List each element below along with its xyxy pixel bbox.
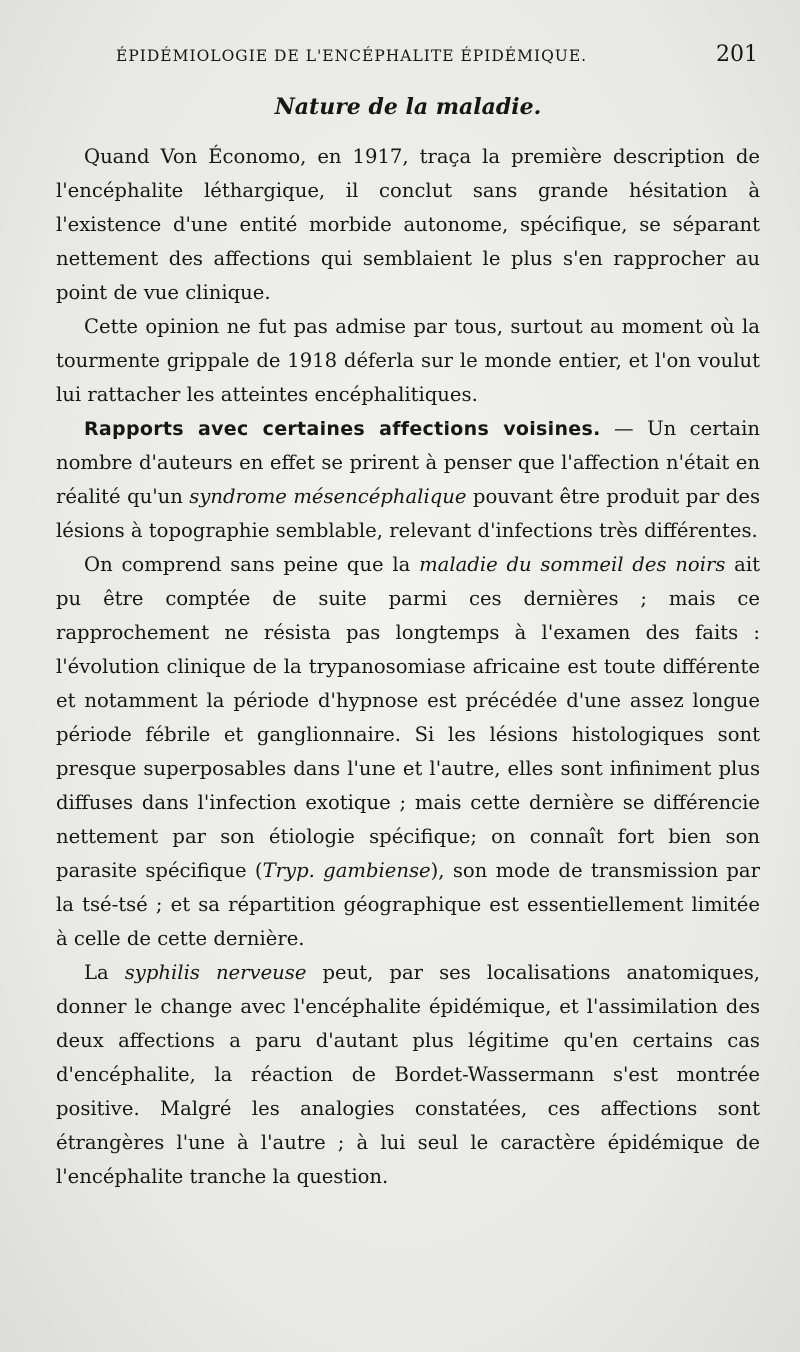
paragraph-3-text-2: pouvant être produit par des lésions à topographie semblable, relevant d'infections très différentes.: [56, 485, 760, 542]
paragraph-5-italic-1: syphilis nerveuse: [124, 961, 307, 984]
paragraph-4-text-1: On comprend sans peine que la: [84, 553, 420, 576]
section-title: Nature de la maladie.: [274, 94, 542, 120]
paragraph-5: [56, 956, 760, 1194]
paragraph-2: Cette opinion ne fut pas admise par tous, surtout au moment où la tourmente grippale de 1918 déferla sur le monde entier, et l'on voulut lui rattacher les atteintes encéphalitiques.: [56, 315, 760, 406]
running-title: ÉPIDÉMIOLOGIE DE L'ENCÉPHALITE ÉPIDÉMIQUE.: [116, 47, 588, 65]
paragraph-4-italic-1: maladie du sommeil des noirs: [419, 553, 726, 576]
paragraph-3-italic-1: syndrome mésencéphalique: [189, 485, 467, 508]
paragraph-4-text-3: ), son mode de transmission par la tsé-tsé ; et sa répartition géographique est essentiellement limitée à celle de cette dernière.: [56, 859, 760, 950]
paragraph-4-text-2: ait pu être comptée de suite parmi ces dernières ; mais ce rapprochement ne résista pas longtemps à l'examen des faits : l'évolution clinique de la trypanosomiase africaine est toute différente et notamment la période d'hypnose est précédée d'une assez longue période fébrile et ganglionnaire. Si les lésions histologiques sont presque superposables dans l'une et l'autre, elles sont infiniment plus diffuses dans l'infection exotique ; mais cette dernière se différencie nettement par son étiologie spécifique; on connaît fort bien son parasite spécifique (: [56, 553, 760, 882]
paragraph-5-text-2: peut, par ses localisations anatomiques, donner le change avec l'encéphalite épidémique, et l'assimilation des deux affections a paru d'autant plus légitime qu'en certains cas d'encéphalite, la réaction de Bordet-Wassermann s'est montrée positive. Malgré les analogies constatées, ces affections sont étrangères l'une à l'autre ; à lui seul le caractère épidémique de l'encéphalite tranche la question.: [56, 961, 761, 1188]
paragraph-1: Quand Von Économo, en 1917, traça la première description de l'encéphalite léthargique, il conclut sans grande hésitation à l'existence d'une entité morbide autonome, spécifique, se séparant nettement des affections qui semblaient le plus s'en rapprocher au point de vue clinique.: [56, 145, 760, 304]
paragraph-5-text-1: La: [84, 961, 125, 984]
paragraph-4-italic-2: Tryp. gambiense: [262, 859, 431, 882]
running-head: [56, 42, 760, 82]
paragraph-3: [56, 412, 760, 548]
page-number: 201: [716, 42, 758, 67]
subsection-heading: Rapports avec certaines affections voisines.: [84, 418, 601, 440]
paragraph-3-text-1: — Un certain nombre d'auteurs en effet se prirent à penser que l'affection n'était en réalité qu'un: [56, 417, 760, 508]
paragraph-4: [56, 548, 760, 956]
